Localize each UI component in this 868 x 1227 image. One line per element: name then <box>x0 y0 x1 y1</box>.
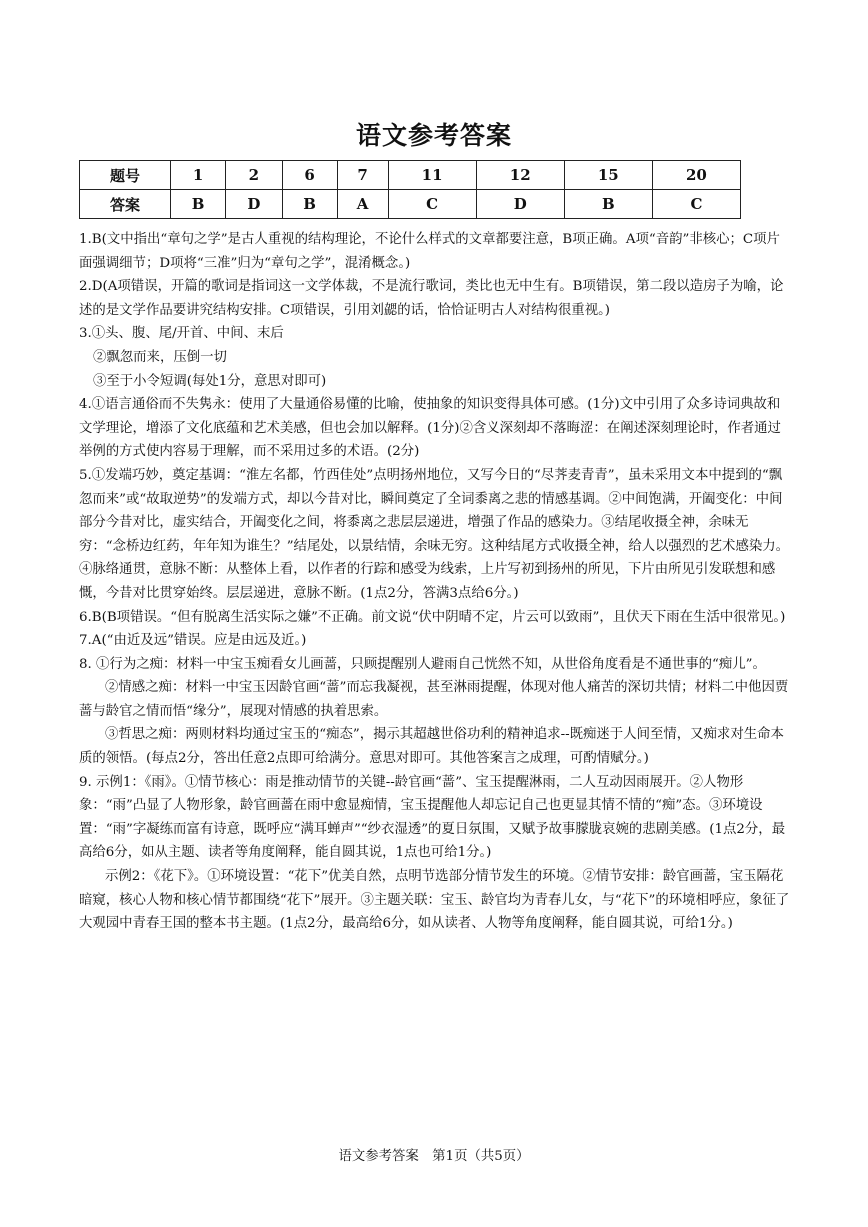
answer-row <box>80 190 741 219</box>
answer-paragraph: 4.①语言通俗而不失隽永：使用了大量通俗易懂的比喻，使抽象的知识变得具体可感。(1分)文中引用了众多诗词典故和文学理论，增添了文化底蕴和艺术美感，但也会加以解释。(1分)②含义深刻却不落晦涩：在阐述深刻理论时，作者通过举例的方式使内容易于理解，而不采用过多的术语。(2分) <box>79 397 781 460</box>
answer-paragraph: 1.B(文中指出“章句之学”是古人重视的结构理论，不论什么样式的文章都要注意，B项正确。A项“音韵”非核心；C项片面强调细节；D项将“三准”归为“章句之学”，混淆概念。) <box>79 232 780 271</box>
page-title: 语文参考答案 <box>355 121 512 150</box>
page-footer: 语文参考答案 第1页（共5页） <box>338 1149 530 1164</box>
answer-cell: D <box>226 190 282 219</box>
question-number-cell: 11 <box>388 161 476 190</box>
answer-paragraph: 2.D(A项错误，开篇的歌词是指词这一文学体裁，不是流行歌词，类比也无中生有。B项错误，第二段以造房子为喻，论述的是文学作品要讲究结构安排。C项错误，引用刘勰的话，恰恰证明古人对结构很重视。) <box>79 279 784 318</box>
answer-paragraph: ③至于小令短调(每处1分，意思对即可) <box>93 373 327 389</box>
question-number-cell: 12 <box>476 161 564 190</box>
answer-paragraph: 7.A(“由近及远”错误。应是由远及近。) <box>79 633 307 649</box>
answer-cell: B <box>282 190 337 219</box>
question-number-cell: 20 <box>652 161 740 190</box>
answer-cell: B <box>564 190 652 219</box>
answer-paragraph: ②飘忽而来，压倒一切 <box>93 349 227 365</box>
row-label-question-number: 题号 <box>80 161 171 190</box>
answer-cell: C <box>652 190 740 219</box>
answer-paragraph: 5.①发端巧妙，奠定基调：“淮左名都，竹西佳处”点明扬州地位，又写今日的“尽荠麦青青”，虽未采用文本中提到的“飘忽而来”或“故取逆势”的发端方式，却以今昔对比，瞬间奠定了全词黍离之悲的情感基调。②中间饱满，开阖变化：中间部分今昔对比，虚实结合，开阖变化之间，将黍离之悲层层递进，增强了作品的感染力。③结尾收摄全神，余味无穷：“念桥边红药，年年知为谁生？”结尾处，以景结情，余味无穷。这种结尾方式收摄全神，给人以强烈的艺术感染力。④脉络通贯，意脉不断：从整体上看，以作者的行踪和感受为线索，上片写初到扬州的所见，下片由所见引发联想和感慨，今昔对比贯穿始终。层层递进，意脉不断。(1点2分，答满3点给6分。) <box>79 467 789 601</box>
answer-cell: B <box>171 190 226 219</box>
answer-paragraph: ②情感之痴：材料一中宝玉因龄官画“蔷”而忘我凝视，甚至淋雨提醒，体现对他人痛苦的深切共情；材料二中他因贾蔷与龄官之情而悟“缘分”，展现对情感的执着思索。 <box>79 680 789 719</box>
answer-paragraph: 3.①头、腹、尾/开首、中间、末后 <box>79 326 284 342</box>
question-number-cell: 1 <box>171 161 226 190</box>
answer-cell: C <box>388 190 476 219</box>
answer-paragraph: 9. 示例1：《雨》。①情节核心：雨是推动情节的关键--龄官画“蔷”、宝玉提醒淋雨，二人互动因雨展开。②人物形象：“雨”凸显了人物形象，龄官画蔷在雨中愈显痴情，宝玉提醒他人却忘记自己也更显其情不情的“痴”态。③环境设置：“雨”字凝练而富有诗意，既呼应“满耳蝉声”“纱衣湿透”的夏日氛围，又赋予故事朦胧哀婉的悲剧美感。(1点2分，最高给6分，如从主题、读者等角度阐释，能自圆其说，1点也可给1分。) <box>79 774 786 861</box>
answer-paragraph: 示例2：《花下》。①环境设置：“花下”优美自然，点明节选部分情节发生的环境。②情节安排：龄官画蔷，宝玉隔花暗窥，核心人物和核心情节都围绕“花下”展开。③主题关联：宝玉、龄官均为青春儿女，与“花下”的环境相呼应，象征了大观园中青春王国的整本书主题。(1点2分，最高给6分，如从读者、人物等角度阐释，能自圆其说，可给1分。) <box>79 869 790 932</box>
question-number-row <box>80 161 741 190</box>
answer-explanations <box>79 228 791 936</box>
question-number-cell: 2 <box>226 161 282 190</box>
answer-cell: D <box>476 190 564 219</box>
question-number-cell: 15 <box>564 161 652 190</box>
answer-cell: A <box>337 190 388 219</box>
answer-paragraph: ③哲思之痴：两则材料均通过宝玉的“痴态”，揭示其超越世俗功利的精神追求--既痴迷于人间至情，又痴求对生命本质的领悟。(每点2分，答出任意2点即可给满分。意思对即可。其他答案言之成理，可酌情赋分。) <box>79 727 784 767</box>
question-number-cell: 6 <box>282 161 337 190</box>
answer-paragraph: 8. ①行为之痴：材料一中宝玉痴看女儿画蔷，只顾提醒别人避雨自己恍然不知，从世俗角度看是不通世事的“痴儿”。 <box>79 656 766 672</box>
answer-paragraph: 6.B(B项错误。“但有脱离生活实际之嫌”不正确。前文说“伏中阴晴不定，片云可以致雨”，且伏天下雨在生活中很常见。) <box>79 609 786 625</box>
answer-table <box>79 160 741 219</box>
question-number-cell: 7 <box>337 161 388 190</box>
row-label-answer: 答案 <box>80 190 171 219</box>
